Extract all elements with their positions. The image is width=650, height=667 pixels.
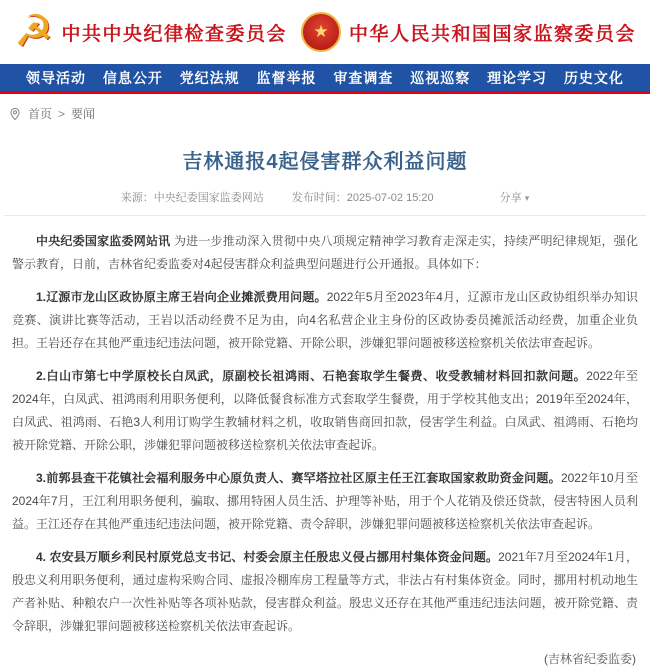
chevron-down-icon: ▾ [524, 193, 530, 203]
article-publish-time: 发布时间：2025-07-02 15:20 [291, 192, 434, 204]
paragraph-text: 2021年7月至2024年1月，殷忠义利用职务便利，通过虚构采购合同、虚报冷棚库房工程量等方式，非法占有村集体资金。同时，挪用村机动地生产者补贴、种粮农户一次性补贴等各项补贴款，侵害群众利益。殷忠义还存在其他严重违纪违法问题，被开除党籍、责令辞职，涉嫌犯罪问题被移送检察机关依法审查起诉。 [12, 550, 638, 633]
share-button[interactable]: 分享 ▾ [499, 192, 530, 204]
article-paragraph-case-1 [12, 286, 638, 355]
nav-item-info-disclosure[interactable]: 信息公开 [102, 69, 163, 86]
paragraph-lead: 1.辽源市龙山区政协原主席王岩向企业摊派费用问题。 [36, 290, 327, 304]
breadcrumb-separator: > [58, 106, 66, 121]
site-header [0, 0, 650, 64]
article-source: 来源：中央纪委国家监委网站 [120, 192, 264, 204]
nsc-title: 中华人民共和国国家监察委员会 [348, 23, 636, 45]
nav-item-party-regulations[interactable]: 党纪法规 [179, 69, 240, 86]
nav-item-inspection[interactable]: 巡视巡察 [410, 69, 471, 86]
ccdi-title: 中共中央纪律检查委员会 [61, 23, 287, 45]
article-paragraph-lead-in [12, 230, 638, 276]
article-paragraph-case-3 [12, 467, 638, 536]
breadcrumb [0, 94, 650, 128]
paragraph-lead: 3.前郭县查干花镇社会福利服务中心原负责人、赛罕塔拉社区原主任王江套取国家救助资金问题。 [36, 471, 561, 485]
party-emblem-icon: ☭ [14, 6, 54, 57]
location-pin-icon [8, 107, 22, 121]
page-title: 吉林通报4起侵害群众利益问题 [182, 151, 468, 173]
article-body [0, 216, 650, 638]
article-signature: (吉林省纪委监委) [544, 652, 636, 666]
paragraph-text: 2022年10月至2024年7月，王江利用职务便利，骗取、挪用特困人员生活、护理等补贴，用于个人花销及偿还贷款，侵害特困人员利益。王江还存在其他严重违纪违法问题，被开除党籍、责令辞职，涉嫌犯罪问题被移送检察机关依法审查起诉。 [12, 471, 638, 531]
paragraph-text: 2022年至2024年，白凤武、祖鸿雨利用职务便利，以降低餐食标准方式套取学生餐费，用于学校其他支出；2019年至2024年，白凤武、祖鸿雨、石艳3人利用订购学生教辅材料之机，收取销售商回扣款，侵害学生利益。白凤武、祖鸿雨、石艳均被开除党籍、开除公职，涉嫌犯罪问题被移送检察机关依法审查起诉。 [12, 369, 638, 452]
breadcrumb-current-link[interactable]: 要闻 [71, 107, 96, 121]
nav-item-theory-study[interactable]: 理论学习 [487, 69, 548, 86]
paragraph-text: 2022年5月至2023年4月，辽源市龙山区政协组织举办知识竞赛、演讲比赛等活动，王岩以活动经费不足为由，向4名私营企业主身份的区政协委员摊派活动经费，加重企业负担。王岩还存在其他严重违纪违法问题，被开除党籍、开除公职，涉嫌犯罪问题被移送检察机关依法审查起诉。 [12, 290, 638, 350]
article [0, 145, 650, 667]
nav-item-investigation[interactable]: 审查调查 [333, 69, 394, 86]
nav-item-supervision-report[interactable]: 监督举报 [256, 69, 317, 86]
main-nav [0, 64, 650, 94]
paragraph-lead: 中央纪委国家监委网站讯 [36, 234, 171, 248]
ccdi-home-link[interactable] [14, 6, 287, 57]
nav-item-history-culture[interactable]: 历史文化 [563, 69, 624, 86]
article-paragraph-case-4 [12, 546, 638, 638]
national-emblem-icon: ★ [301, 12, 341, 52]
breadcrumb-home-link[interactable]: 首页 [28, 107, 53, 121]
paragraph-lead: 4. 农安县万顺乡利民村原党总支书记、村委会原主任殷忠义侵占挪用村集体资金问题。 [36, 550, 499, 564]
paragraph-lead: 2.白山市第七中学原校长白凤武，原副校长祖鸿雨、石艳套取学生餐费、收受教辅材料回扣款问题。 [36, 369, 587, 383]
article-paragraph-case-2 [12, 365, 638, 457]
nav-item-leader-activities[interactable]: 领导活动 [26, 69, 86, 86]
article-meta [0, 189, 650, 205]
nsc-home-link[interactable] [301, 12, 636, 52]
paragraph-text: 为进一步推动深入贯彻中央八项规定精神学习教育走深走实，持续严明纪律规矩，强化警示教育，日前，吉林省纪委监委对4起侵害群众利益典型问题进行公开通报。具体如下： [12, 234, 638, 271]
